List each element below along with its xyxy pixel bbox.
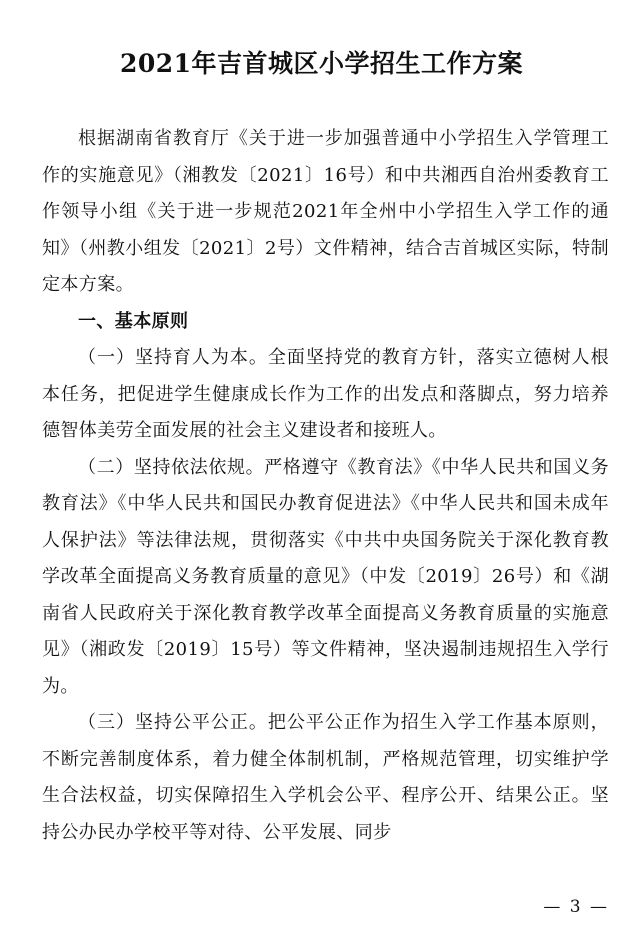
document-body	[42, 121, 609, 851]
principle-paragraph-2	[42, 450, 609, 706]
principle-lead-1: （一）坚持育人为本。	[78, 347, 268, 368]
principle-text-1: 全面坚持党的教育方针，落实立德树人根本任务，把促进学生健康成长作为工作的出发点和落脚点，努力培养德智体美劳全面发展的社会主义建设者和接班人。	[42, 347, 610, 441]
page-number: — 3 —	[543, 897, 609, 917]
intro-paragraph: 根据湖南省教育厅《关于进一步加强普通中小学招生入学管理工作的实施意见》（湘教发〔2021〕16号）和中共湘西自治州委教育工作领导小组《关于进一步规范2021年全州中小学招生入学工作的通知》（州教小组发〔2021〕2号）文件精神，结合吉首城区实际，特制定本方案。	[42, 128, 609, 295]
principle-lead-2: （二）坚持依法依规。	[78, 456, 265, 478]
section-heading: 一、基本原则	[78, 310, 189, 332]
document-title: 2021年吉首城区小学招生工作方案	[119, 49, 524, 78]
principle-lead-3: （三）坚持公平公正。	[78, 712, 268, 733]
principle-paragraph-1	[42, 340, 609, 450]
principle-text-3: 把公平公正作为招生入学工作基本原则，不断完善制度体系，着力健全体制机制，严格规范管理，切实维护学生合法权益，切实保障招生入学机会公平、程序公开、结果公正。坚持公办民办学校平等对待、公平发展、同步	[42, 712, 610, 843]
principle-paragraph-3	[42, 705, 609, 851]
principle-text-2: 严格遵守《教育法》《中华人民共和国义务教育法》《中华人民共和国民办教育促进法》《中华人民共和国未成年人保护法》等法律法规，贯彻落实《中共中央国务院关于深化教育教学改革全面提高义务教育质量的意见》（中发〔2019〕26号）和《湖南省人民政府关于深化教育教学改革全面提高义务教育质量的实施意见》（湘政发〔2019〕15号）等文件精神，坚决遏制违规招生入学行为。	[42, 456, 609, 697]
